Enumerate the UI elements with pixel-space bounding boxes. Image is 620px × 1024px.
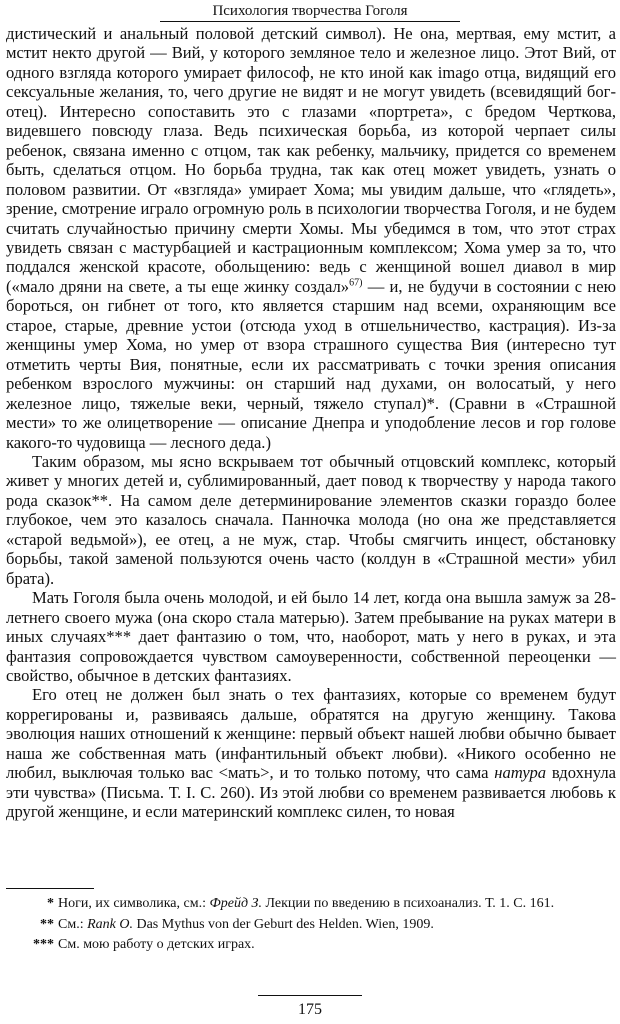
page-number-rule (258, 995, 362, 996)
page-number: 175 (298, 1001, 322, 1018)
footnote-item: ** См.: Rank O. Das Mythus von der Geburt des Helden. Wien, 1909. (6, 916, 616, 935)
paragraph-4: Его отец не должен был знать о тех фантазиях, которые со временем будут коррегированы и, развиваясь дальше, обратятся на другую женщину. Такова эволюция наших отношений к женщине: первый объект нашей любви обычно бывает наша же собственная мать (инфантильный объект любви). «Никого особенно не любил, выключая только вас <мать>, и то только потому, что сама натура вдохнула эти чувства» (Письма. Т. I. С. 260). Из этой любви со временем развивается любовь к другой женщине, и если материнский комплекс силен, то новая (6, 685, 616, 822)
footnote-item: *** См. мою работу о детских играх. (6, 936, 616, 955)
footnote-ref-67: 67) (349, 277, 363, 289)
running-header: Психология творчества Гоголя (212, 3, 408, 19)
header-rule (160, 21, 460, 22)
footnote-mark: * (47, 896, 54, 911)
footnotes (6, 895, 616, 957)
main-text (6, 24, 616, 822)
footnote-rule (6, 888, 94, 889)
paragraph-2: Таким образом, мы ясно вскрываем тот обычный отцовский комплекс, который живет у многих детей и, сублимированный, дает повод к творчеству у народа такого рода сказок**. На самом деле детерминирование элементов сказки гораздо более глубокое, чем это казалось сначала. Панночка молода (но она же представляется «старой ведьмой»), ее отец, а не муж, стар. Чтобы смягчить инцест, обстановку борьбы, такой заменой пользуются очень часто (колдун в «Страшной мести» убил брата). (6, 451, 616, 588)
paragraph-1: дистический и анальный половой детский символ). Не она, мертвая, ему мстит, а мстит некто другой — Вий, у которого земляное тело и железное лицо. Этот Вий, от одного взгляда которого умирает философ, не кто иной как imago отца, видящий его сексуальные желания, то, чего другие не видят и не могут увидеть (всевидящий бог-отец). Интересно сопоставить это с глазами «портрета», с бредом Черткова, видевшего повсюду глаза. Ведь психическая борьба, из которой черпает силы ребенок, связана именно с отцом, так как ребенку, мальчику, придется со временем быть, сделаться отцом. Но борьба трудна, так как отец может увидеть, узнать о половом развитии. От «взгляда» умирает Хома; мы увидим дальше, что «глядеть», зрение, смотрение играло огромную роль в психологии творчества Гоголя, и не будем считать случайностью причину смерти Хомы. Мы убедимся в том, что этот страх увидеть связан с мастурбацией и кастрационным комплексом; Хома умер за то, что поддался женской красоте, обольщению: ведь с женщиной вошел диавол в мир («мало дряни на свете, а ты еще жинку создал»$^{67)}$ — и, не будучи в состоянии с нею бороться, он гибнет от того, кто является старшим над всеми, охраняющим все старое, старые, древние устои (отсюда уход в отшельничество, кастрация). Из-за женщины умер Хома, но умер от взора страшного существа Вия (интересно тут отметить черты Вия, понятные, если их рассматривать с точки зрения описания ребенком взрослого мужчины: он старший над духами, он волосатый, у него железное лицо, тяжелые веки, черный, тяжело ступал)*. (Сравни в «Страшной мести» то же олицетворение — описание Днепра и уподобление лесов и гор голове какого-то чудовища — лесного деда.) (6, 24, 617, 452)
footnote-mark: *** (33, 937, 54, 953)
footnote-item: * Ноги, их символика, см.: Фрейд З. Лекции по введению в психоанализ. Т. 1. С. 161. (6, 895, 616, 914)
paragraph-3: Мать Гоголя была очень молодой, и ей было 14 лет, когда она вышла замуж за 28-летнего своего мужа (она скоро стала матерью). Затем пребывание на руках матери в иных случаях*** дает фантазию о том, что, наоборот, мать у него в руках, и эта фантазия сопровождается чувством самоуверенности, собственной переоценки — свойство, обычное в детских фантазиях. (6, 588, 616, 685)
footnote-mark: ** (40, 916, 54, 932)
